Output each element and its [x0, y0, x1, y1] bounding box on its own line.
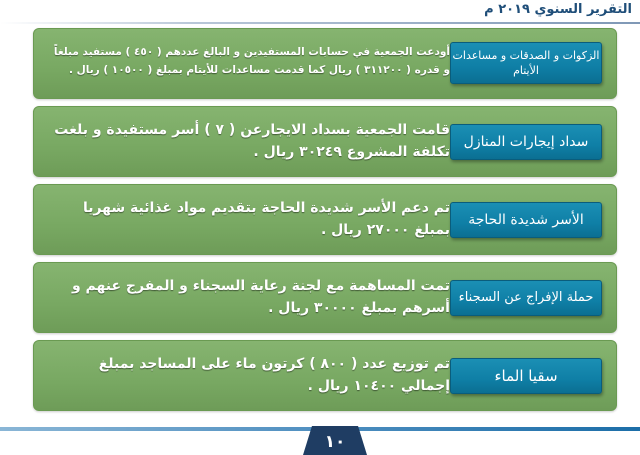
program-label-zakat: [450, 42, 602, 84]
program-row-water: [33, 340, 617, 411]
program-row-needy-families: [33, 184, 617, 255]
program-label-text: الزكوات و الصدقات و مساعدات الأيتام: [452, 49, 600, 77]
program-list: [0, 24, 640, 414]
program-row-rent: [33, 106, 617, 177]
program-description: قامت الجمعية بسداد الايجارعن ( ٧ ) أسر مستفيدة و بلغت تكلفة المشروع ٣٠٢٤٩ ريال .: [54, 122, 450, 160]
program-description: تم توزيع عدد ( ٨٠٠ ) كرتون ماء على المساجد بمبلغ إجمالي ١٠٤٠٠ ريال .: [98, 356, 450, 394]
program-label-needy-families: [450, 202, 602, 238]
program-label-rent: [450, 124, 602, 160]
header-bar: [0, 0, 640, 24]
program-label-prisoners: [450, 280, 602, 316]
program-label-water: [450, 358, 602, 394]
program-label-text: حملة الإفراج عن السجناء: [458, 290, 594, 305]
program-row-prisoners: [33, 262, 617, 333]
program-description: تمت المساهمة مع لجنة رعاية السجناء و المفرج عنهم و أسرهم بمبلغ ٣٠٠٠٠ ريال .: [71, 278, 450, 316]
program-label-text: سداد إيجارات المنازل: [463, 134, 589, 150]
document-title: التقرير السنوي ٢٠١٩ م: [484, 2, 632, 17]
page-number: ١٠: [324, 431, 346, 452]
program-description: تم دعم الأسر شديدة الحاجة بتقديم مواد غذائية شهريا بمبلغ ٢٧٠٠٠ ريال .: [82, 200, 450, 238]
program-label-text: سقيا الماء: [494, 367, 558, 385]
program-row-zakat: [33, 28, 617, 99]
program-label-text: الأسر شديدة الحاجة: [468, 212, 584, 228]
program-description: أودعت الجمعية في حسابات المستفيدين و البالغ عددهم ( ٤٥٠ ) مستفيد مبلغاً و قدره ( ٣١١٢٠٠ ) ريال كما قدمت مساعدات للأيتام بمبلغ ( ١٠٥٠٠ ) ريال .: [53, 46, 450, 76]
